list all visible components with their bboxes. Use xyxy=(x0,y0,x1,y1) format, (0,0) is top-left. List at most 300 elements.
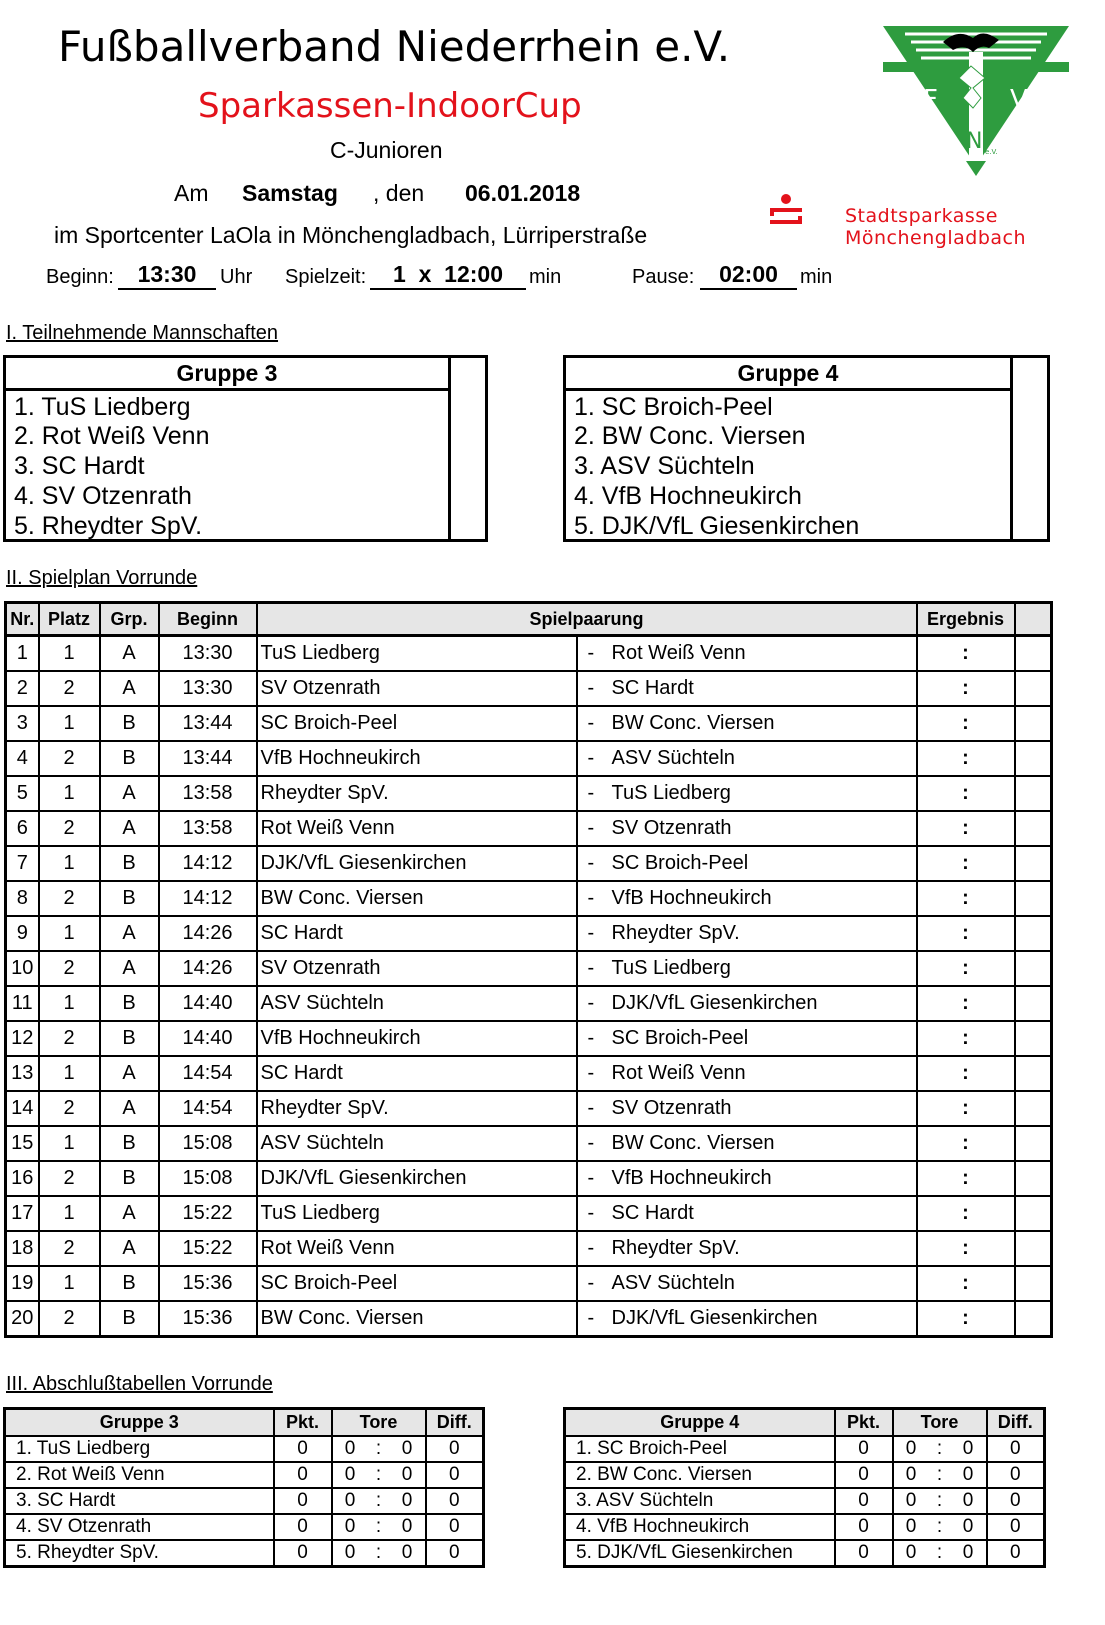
final-goals-against: 0 xyxy=(390,1436,426,1462)
match-home: BW Conc. Viersen xyxy=(257,881,577,916)
match-away: SV Otzenrath xyxy=(611,817,732,839)
match-home: Rheydter SpV. xyxy=(257,1091,577,1126)
match-home: ASV Süchteln xyxy=(257,1126,577,1161)
match-away-cell xyxy=(577,1231,917,1266)
match-away: Rheydter SpV. xyxy=(611,922,740,944)
table-row xyxy=(6,1231,1052,1266)
page-title: Fußballverband Niederrhein e.V. xyxy=(58,22,731,71)
match-platz: 1 xyxy=(39,636,100,672)
match-dash: - xyxy=(587,1062,595,1084)
col-ergebnis: Ergebnis xyxy=(917,603,1015,636)
match-away: VfB Hochneukirch xyxy=(611,887,772,909)
group3-team-5: 5. Rheydter SpV. xyxy=(14,512,203,540)
match-home: SV Otzenrath xyxy=(257,951,577,986)
match-result[interactable]: : xyxy=(917,636,1015,672)
match-home: Rheydter SpV. xyxy=(257,776,577,811)
match-platz: 2 xyxy=(39,1091,100,1126)
match-home: SV Otzenrath xyxy=(257,671,577,706)
match-grp: B xyxy=(100,1126,159,1161)
col-spielpaarung: Spielpaarung xyxy=(257,603,917,636)
final-diff: 0 xyxy=(426,1436,484,1462)
match-away: TuS Liedberg xyxy=(611,957,731,979)
match-result[interactable]: : xyxy=(917,671,1015,706)
match-result[interactable]: : xyxy=(917,1126,1015,1161)
final-row xyxy=(5,1462,484,1488)
match-time: 15:36 xyxy=(159,1266,257,1301)
final-team: 4. SV Otzenrath xyxy=(5,1514,274,1540)
logo-small-text: e.V. xyxy=(985,148,998,156)
final-diff: 0 xyxy=(987,1514,1045,1540)
match-time: 14:26 xyxy=(159,951,257,986)
match-grp: B xyxy=(100,1301,159,1337)
final-goals-for: 0 xyxy=(332,1514,368,1540)
final-pkt: 0 xyxy=(835,1514,893,1540)
final-header-row xyxy=(565,1409,1045,1437)
match-extra xyxy=(1015,671,1052,706)
match-away: SV Otzenrath xyxy=(611,1097,732,1119)
match-dash: - xyxy=(587,992,595,1014)
match-extra xyxy=(1015,846,1052,881)
final-group-name: Gruppe 4 xyxy=(565,1409,835,1437)
final-goals-for: 0 xyxy=(332,1462,368,1488)
match-platz: 1 xyxy=(39,1056,100,1091)
match-platz: 1 xyxy=(39,916,100,951)
group4-team-4: 4. VfB Hochneukirch xyxy=(574,482,802,510)
match-nr: 18 xyxy=(6,1231,39,1266)
final-row xyxy=(5,1540,484,1567)
final-diff: 0 xyxy=(426,1462,484,1488)
match-away-cell xyxy=(577,881,917,916)
table-row xyxy=(6,1266,1052,1301)
match-platz: 1 xyxy=(39,706,100,741)
final-pkt: 0 xyxy=(274,1488,332,1514)
match-dash: - xyxy=(587,957,595,979)
final-pkt: 0 xyxy=(835,1436,893,1462)
match-home: Rot Weiß Venn xyxy=(257,1231,577,1266)
final-col-tore: Tore xyxy=(893,1409,987,1437)
match-nr: 20 xyxy=(6,1301,39,1337)
final-goals-sep: : xyxy=(929,1436,951,1462)
final-col-diff: Diff. xyxy=(987,1409,1045,1437)
group3-box xyxy=(3,355,488,542)
group4-header: Gruppe 4 xyxy=(566,358,1010,391)
final-goals-for: 0 xyxy=(332,1488,368,1514)
match-time: 13:58 xyxy=(159,776,257,811)
final-goals-sep: : xyxy=(368,1462,390,1488)
final-pkt: 0 xyxy=(835,1488,893,1514)
final-row xyxy=(565,1488,1045,1514)
match-platz: 2 xyxy=(39,741,100,776)
match-time: 14:40 xyxy=(159,1021,257,1056)
sparkasse-s-icon xyxy=(766,194,806,224)
table-row xyxy=(6,951,1052,986)
match-result[interactable]: : xyxy=(917,1301,1015,1337)
table-row xyxy=(6,741,1052,776)
match-grp: B xyxy=(100,986,159,1021)
final-goals-sep: : xyxy=(929,1488,951,1514)
spielzeit-min-label: min xyxy=(529,266,562,288)
match-time: 14:40 xyxy=(159,986,257,1021)
match-time: 13:30 xyxy=(159,636,257,672)
final-goals-for: 0 xyxy=(332,1436,368,1462)
match-home: Rot Weiß Venn xyxy=(257,811,577,846)
final-col-pkt: Pkt. xyxy=(835,1409,893,1437)
final-col-pkt: Pkt. xyxy=(274,1409,332,1437)
match-result[interactable]: : xyxy=(917,951,1015,986)
col-extra xyxy=(1015,603,1052,636)
den-label: , den xyxy=(373,180,425,206)
match-platz: 2 xyxy=(39,671,100,706)
group4-team-5: 5. DJK/VfL Giesenkirchen xyxy=(574,512,860,540)
table-row xyxy=(6,1126,1052,1161)
match-nr: 7 xyxy=(6,846,39,881)
match-grp: B xyxy=(100,1021,159,1056)
match-away-cell xyxy=(577,1126,917,1161)
match-extra xyxy=(1015,916,1052,951)
match-time: 14:26 xyxy=(159,916,257,951)
match-away-cell xyxy=(577,811,917,846)
match-home: VfB Hochneukirch xyxy=(257,1021,577,1056)
match-away: SC Hardt xyxy=(611,677,694,699)
match-time: 15:36 xyxy=(159,1301,257,1337)
match-away-cell xyxy=(577,1196,917,1231)
final-table-group4 xyxy=(563,1407,1046,1568)
group4-box xyxy=(563,355,1050,542)
match-extra xyxy=(1015,1126,1052,1161)
match-grp: A xyxy=(100,1056,159,1091)
match-time: 14:54 xyxy=(159,1056,257,1091)
match-platz: 2 xyxy=(39,881,100,916)
final-goals-against: 0 xyxy=(390,1488,426,1514)
match-platz: 2 xyxy=(39,951,100,986)
table-row xyxy=(6,846,1052,881)
final-table-group3 xyxy=(3,1407,485,1568)
match-platz: 1 xyxy=(39,1196,100,1231)
table-row xyxy=(6,776,1052,811)
match-extra xyxy=(1015,741,1052,776)
match-time: 13:44 xyxy=(159,706,257,741)
match-result[interactable]: : xyxy=(917,811,1015,846)
final-goals-sep: : xyxy=(368,1488,390,1514)
match-dash: - xyxy=(587,922,595,944)
match-home: DJK/VfL Giesenkirchen xyxy=(257,846,577,881)
sponsor-name xyxy=(845,205,1026,249)
final-goals-for: 0 xyxy=(893,1514,929,1540)
match-result[interactable]: : xyxy=(917,776,1015,811)
final-row xyxy=(5,1436,484,1462)
match-dash: - xyxy=(587,747,595,769)
section2-title: II. Spielplan Vorrunde xyxy=(6,567,198,589)
match-extra xyxy=(1015,1091,1052,1126)
match-extra xyxy=(1015,776,1052,811)
match-grp: A xyxy=(100,776,159,811)
final-row xyxy=(565,1514,1045,1540)
final-goals-sep: : xyxy=(368,1436,390,1462)
final-goals-against: 0 xyxy=(951,1514,987,1540)
final-goals-sep: : xyxy=(929,1462,951,1488)
match-away-cell xyxy=(577,951,917,986)
final-pkt: 0 xyxy=(274,1540,332,1567)
table-row xyxy=(6,1056,1052,1091)
table-row xyxy=(6,1301,1052,1337)
match-grp: B xyxy=(100,741,159,776)
table-row xyxy=(6,916,1052,951)
match-extra xyxy=(1015,1231,1052,1266)
match-home: ASV Süchteln xyxy=(257,986,577,1021)
table-row xyxy=(6,811,1052,846)
match-grp: B xyxy=(100,1266,159,1301)
group3-team-3: 3. SC Hardt xyxy=(14,452,145,480)
group3-team-1: 1. TuS Liedberg xyxy=(14,393,191,421)
table-row xyxy=(6,671,1052,706)
match-away-cell xyxy=(577,741,917,776)
logo-letter-v: V xyxy=(1010,85,1028,115)
match-result[interactable]: : xyxy=(917,1231,1015,1266)
age-group: C-Junioren xyxy=(330,137,443,163)
match-grp: B xyxy=(100,1161,159,1196)
match-away-cell xyxy=(577,916,917,951)
spielzeit-label: Spielzeit: xyxy=(285,266,367,288)
day-value: Samstag xyxy=(242,180,338,206)
match-time: 13:30 xyxy=(159,671,257,706)
match-time: 15:22 xyxy=(159,1231,257,1266)
table-row xyxy=(6,881,1052,916)
match-grp: A xyxy=(100,636,159,672)
match-away: TuS Liedberg xyxy=(611,782,731,804)
match-away: VfB Hochneukirch xyxy=(611,1167,772,1189)
match-nr: 3 xyxy=(6,706,39,741)
match-nr: 13 xyxy=(6,1056,39,1091)
final-pkt: 0 xyxy=(274,1514,332,1540)
final-diff: 0 xyxy=(987,1462,1045,1488)
match-nr: 2 xyxy=(6,671,39,706)
match-result[interactable]: : xyxy=(917,706,1015,741)
match-dash: - xyxy=(587,1132,595,1154)
match-extra xyxy=(1015,1161,1052,1196)
match-result[interactable]: : xyxy=(917,916,1015,951)
match-time: 14:12 xyxy=(159,881,257,916)
am-label: Am xyxy=(174,180,209,206)
match-home: TuS Liedberg xyxy=(257,636,577,672)
final-goals-against: 0 xyxy=(951,1462,987,1488)
final-goals-against: 0 xyxy=(951,1436,987,1462)
match-nr: 4 xyxy=(6,741,39,776)
match-time: 13:44 xyxy=(159,741,257,776)
match-nr: 8 xyxy=(6,881,39,916)
match-dash: - xyxy=(587,1307,595,1329)
match-dash: - xyxy=(587,852,595,874)
final-goals-against: 0 xyxy=(390,1540,426,1567)
match-dash: - xyxy=(587,817,595,839)
match-away-cell xyxy=(577,776,917,811)
match-nr: 16 xyxy=(6,1161,39,1196)
section3-title: III. Abschlußtabellen Vorrunde xyxy=(6,1373,273,1395)
match-platz: 2 xyxy=(39,1021,100,1056)
match-result[interactable]: : xyxy=(917,1196,1015,1231)
final-diff: 0 xyxy=(987,1540,1045,1567)
final-diff: 0 xyxy=(987,1436,1045,1462)
final-team: 5. DJK/VfL Giesenkirchen xyxy=(565,1540,835,1567)
match-nr: 11 xyxy=(6,986,39,1021)
final-col-tore: Tore xyxy=(332,1409,426,1437)
final-team: 1. SC Broich-Peel xyxy=(565,1436,835,1462)
final-pkt: 0 xyxy=(835,1540,893,1567)
sponsor-line2: Mönchengladbach xyxy=(845,227,1027,249)
final-goals-for: 0 xyxy=(893,1436,929,1462)
match-away: SC Broich-Peel xyxy=(611,852,749,874)
logo-letter-n: N xyxy=(966,129,983,154)
table-row xyxy=(6,1021,1052,1056)
col-grp: Grp. xyxy=(100,603,159,636)
match-away-cell xyxy=(577,706,917,741)
final-goals-against: 0 xyxy=(951,1540,987,1567)
final-row xyxy=(5,1488,484,1514)
pause-min-label: min xyxy=(800,266,833,288)
match-dash: - xyxy=(587,1027,595,1049)
final-goals-sep: : xyxy=(368,1514,390,1540)
match-nr: 12 xyxy=(6,1021,39,1056)
section1-title: I. Teilnehmende Mannschaften xyxy=(6,322,279,344)
match-home: TuS Liedberg xyxy=(257,1196,577,1231)
match-away-cell xyxy=(577,1056,917,1091)
match-away-cell xyxy=(577,636,917,672)
match-nr: 6 xyxy=(6,811,39,846)
match-away: Rot Weiß Venn xyxy=(611,642,746,664)
final-team: 5. Rheydter SpV. xyxy=(5,1540,274,1567)
pause-value: 02:00 xyxy=(700,261,797,290)
match-extra xyxy=(1015,1056,1052,1091)
final-goals-sep: : xyxy=(368,1540,390,1567)
match-extra xyxy=(1015,951,1052,986)
match-platz: 1 xyxy=(39,986,100,1021)
match-grp: A xyxy=(100,1231,159,1266)
table-row xyxy=(6,1161,1052,1196)
match-result[interactable]: : xyxy=(917,1266,1015,1301)
match-result[interactable]: : xyxy=(917,1056,1015,1091)
final-header-row xyxy=(5,1409,484,1437)
beginn-label: Beginn: xyxy=(46,266,114,288)
match-extra xyxy=(1015,986,1052,1021)
final-diff: 0 xyxy=(987,1488,1045,1514)
match-result[interactable]: : xyxy=(917,741,1015,776)
match-result[interactable]: : xyxy=(917,1161,1015,1196)
match-extra xyxy=(1015,881,1052,916)
match-home: SC Broich-Peel xyxy=(257,1266,577,1301)
final-row xyxy=(565,1462,1045,1488)
match-dash: - xyxy=(587,1202,595,1224)
match-away: SC Broich-Peel xyxy=(611,1027,749,1049)
final-goals-for: 0 xyxy=(893,1540,929,1567)
match-away-cell xyxy=(577,1266,917,1301)
group3-team-4: 4. SV Otzenrath xyxy=(14,482,192,510)
match-extra xyxy=(1015,1266,1052,1301)
match-platz: 2 xyxy=(39,1301,100,1337)
match-away: SC Hardt xyxy=(611,1202,694,1224)
match-platz: 1 xyxy=(39,846,100,881)
match-dash: - xyxy=(587,677,595,699)
match-grp: A xyxy=(100,1091,159,1126)
match-result[interactable]: : xyxy=(917,1021,1015,1056)
col-nr: Nr. xyxy=(6,603,39,636)
match-dash: - xyxy=(587,1167,595,1189)
match-grp: B xyxy=(100,706,159,741)
final-team: 2. BW Conc. Viersen xyxy=(565,1462,835,1488)
match-result[interactable]: : xyxy=(917,881,1015,916)
match-away-cell xyxy=(577,1161,917,1196)
match-home: BW Conc. Viersen xyxy=(257,1301,577,1337)
table-row xyxy=(6,986,1052,1021)
match-dash: - xyxy=(587,642,595,664)
final-team: 2. Rot Weiß Venn xyxy=(5,1462,274,1488)
pause-label: Pause: xyxy=(632,266,695,288)
final-goals-for: 0 xyxy=(332,1540,368,1567)
final-pkt: 0 xyxy=(835,1462,893,1488)
group4-side-column xyxy=(1010,358,1047,539)
match-dash: - xyxy=(587,1097,595,1119)
match-away-cell xyxy=(577,1091,917,1126)
final-diff: 0 xyxy=(426,1514,484,1540)
match-away: ASV Süchteln xyxy=(611,1272,735,1294)
match-nr: 9 xyxy=(6,916,39,951)
final-team: 3. SC Hardt xyxy=(5,1488,274,1514)
col-platz: Platz xyxy=(39,603,100,636)
final-col-diff: Diff. xyxy=(426,1409,484,1437)
final-group-name: Gruppe 3 xyxy=(5,1409,274,1437)
group4-team-3: 3. ASV Süchteln xyxy=(574,452,755,480)
logo-letter-f: F xyxy=(923,85,938,115)
table-row xyxy=(6,1091,1052,1126)
group4-team-2: 2. BW Conc. Viersen xyxy=(574,422,806,450)
match-home: SC Hardt xyxy=(257,1056,577,1091)
date-value: 06.01.2018 xyxy=(465,180,581,206)
final-team: 3. ASV Süchteln xyxy=(565,1488,835,1514)
match-away: DJK/VfL Giesenkirchen xyxy=(611,992,818,1014)
group3-team-2: 2. Rot Weiß Venn xyxy=(14,422,210,450)
cup-title: Sparkassen-IndoorCup xyxy=(198,86,582,126)
match-grp: A xyxy=(100,951,159,986)
match-result[interactable]: : xyxy=(917,1091,1015,1126)
match-grp: B xyxy=(100,881,159,916)
final-team: 1. TuS Liedberg xyxy=(5,1436,274,1462)
match-grp: A xyxy=(100,1196,159,1231)
match-away: DJK/VfL Giesenkirchen xyxy=(611,1307,818,1329)
match-dash: - xyxy=(587,1272,595,1294)
match-extra xyxy=(1015,636,1052,672)
match-extra xyxy=(1015,1196,1052,1231)
match-result[interactable]: : xyxy=(917,846,1015,881)
final-diff: 0 xyxy=(426,1488,484,1514)
match-away-cell xyxy=(577,671,917,706)
match-dash: - xyxy=(587,712,595,734)
table-row xyxy=(6,706,1052,741)
final-goals-for: 0 xyxy=(893,1462,929,1488)
match-away: Rheydter SpV. xyxy=(611,1237,740,1259)
match-grp: B xyxy=(100,846,159,881)
match-time: 15:08 xyxy=(159,1126,257,1161)
group4-team-1: 1. SC Broich-Peel xyxy=(574,393,773,421)
match-away: BW Conc. Viersen xyxy=(611,1132,775,1154)
match-away-cell xyxy=(577,846,917,881)
match-time: 15:08 xyxy=(159,1161,257,1196)
final-row xyxy=(565,1436,1045,1462)
final-goals-for: 0 xyxy=(893,1488,929,1514)
final-row xyxy=(565,1540,1045,1567)
match-platz: 1 xyxy=(39,1126,100,1161)
group3-side-column xyxy=(448,358,485,539)
match-extra xyxy=(1015,1301,1052,1337)
match-nr: 5 xyxy=(6,776,39,811)
match-result[interactable]: : xyxy=(917,986,1015,1021)
